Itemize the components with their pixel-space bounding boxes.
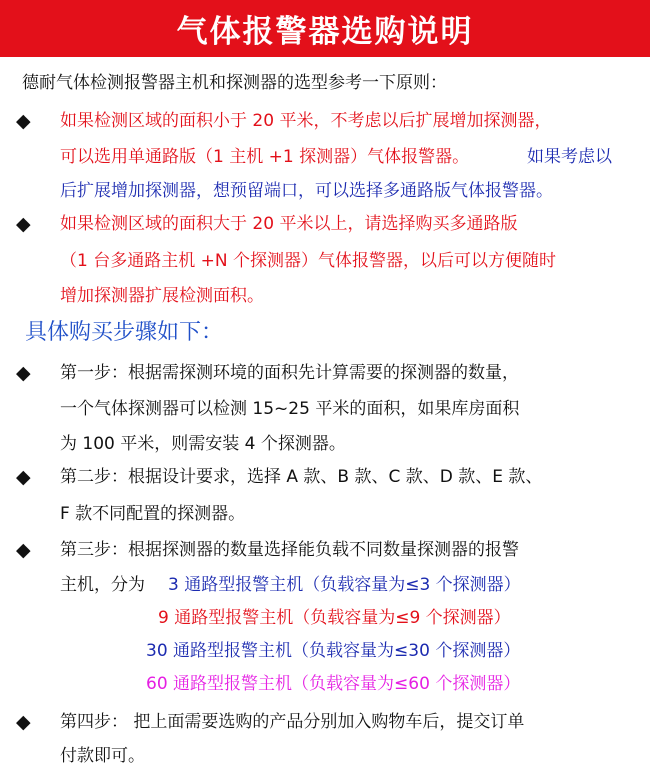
step4-line1: 第四步： 把上面需要选购的产品分别加入购物车后，提交订单 xyxy=(60,712,525,732)
steps-heading: 具体购买步骤如下： xyxy=(25,320,224,345)
step3-option-30: 30 通路型报警主机（负载容量为≤30 个探测器） xyxy=(146,641,521,661)
bullet-icon: ◆ xyxy=(16,110,31,132)
rule2-line3: 增加探测器扩展检测面积。 xyxy=(60,286,264,306)
rule1-line3: 后扩展增加探测器，想预留端口，可以选择多通路版气体报警器。 xyxy=(60,181,553,201)
step1-line1: 第一步：根据需探测环境的面积先计算需要的探测器的数量， xyxy=(60,363,519,383)
title-banner xyxy=(0,0,650,57)
bullet-icon: ◆ xyxy=(16,711,31,733)
step3-line2: 主机，分为 xyxy=(60,575,145,595)
step3-line1: 第三步：根据探测器的数量选择能负载不同数量探测器的报警 xyxy=(60,540,519,560)
bullet-icon: ◆ xyxy=(16,466,31,488)
rule1-line2a: 可以选用单通路版（1 主机 +1 探测器）气体报警器。 xyxy=(60,147,470,167)
step2-line1: 第二步：根据设计要求，选择 A 款、B 款、C 款、D 款、E 款、 xyxy=(60,467,543,487)
step3-option-9: 9 通路型报警主机（负载容量为≤9 个探测器） xyxy=(158,608,511,628)
step1-line2: 一个气体探测器可以检测 15~25 平米的面积，如果库房面积 xyxy=(60,399,520,419)
rule2-line1: 如果检测区域的面积大于 20 平米以上，请选择购买多通路版 xyxy=(60,214,518,234)
step4-line2: 付款即可。 xyxy=(60,746,145,766)
rule1-line2b: 如果考虑以 xyxy=(527,147,612,167)
step3-option-60: 60 通路型报警主机（负载容量为≤60 个探测器） xyxy=(146,674,521,694)
rule2-line2: （1 台多通路主机 +N 个探测器）气体报警器，以后可以方便随时 xyxy=(60,251,556,271)
step3-option-3: 3 通路型报警主机（负载容量为≤3 个探测器） xyxy=(168,575,521,595)
rule1-line1: 如果检测区域的面积小于 20 平米，不考虑以后扩展增加探测器， xyxy=(60,111,552,131)
page-title: 气体报警器选购说明 xyxy=(176,14,474,50)
step2-line2: F 款不同配置的探测器。 xyxy=(60,504,246,524)
intro-text: 德耐气体检测报警器主机和探测器的选型参考一下原则： xyxy=(22,73,447,93)
step1-line3: 为 100 平米，则需安装 4 个探测器。 xyxy=(60,434,346,454)
bullet-icon: ◆ xyxy=(16,213,31,235)
bullet-icon: ◆ xyxy=(16,362,31,384)
bullet-icon: ◆ xyxy=(16,539,31,561)
